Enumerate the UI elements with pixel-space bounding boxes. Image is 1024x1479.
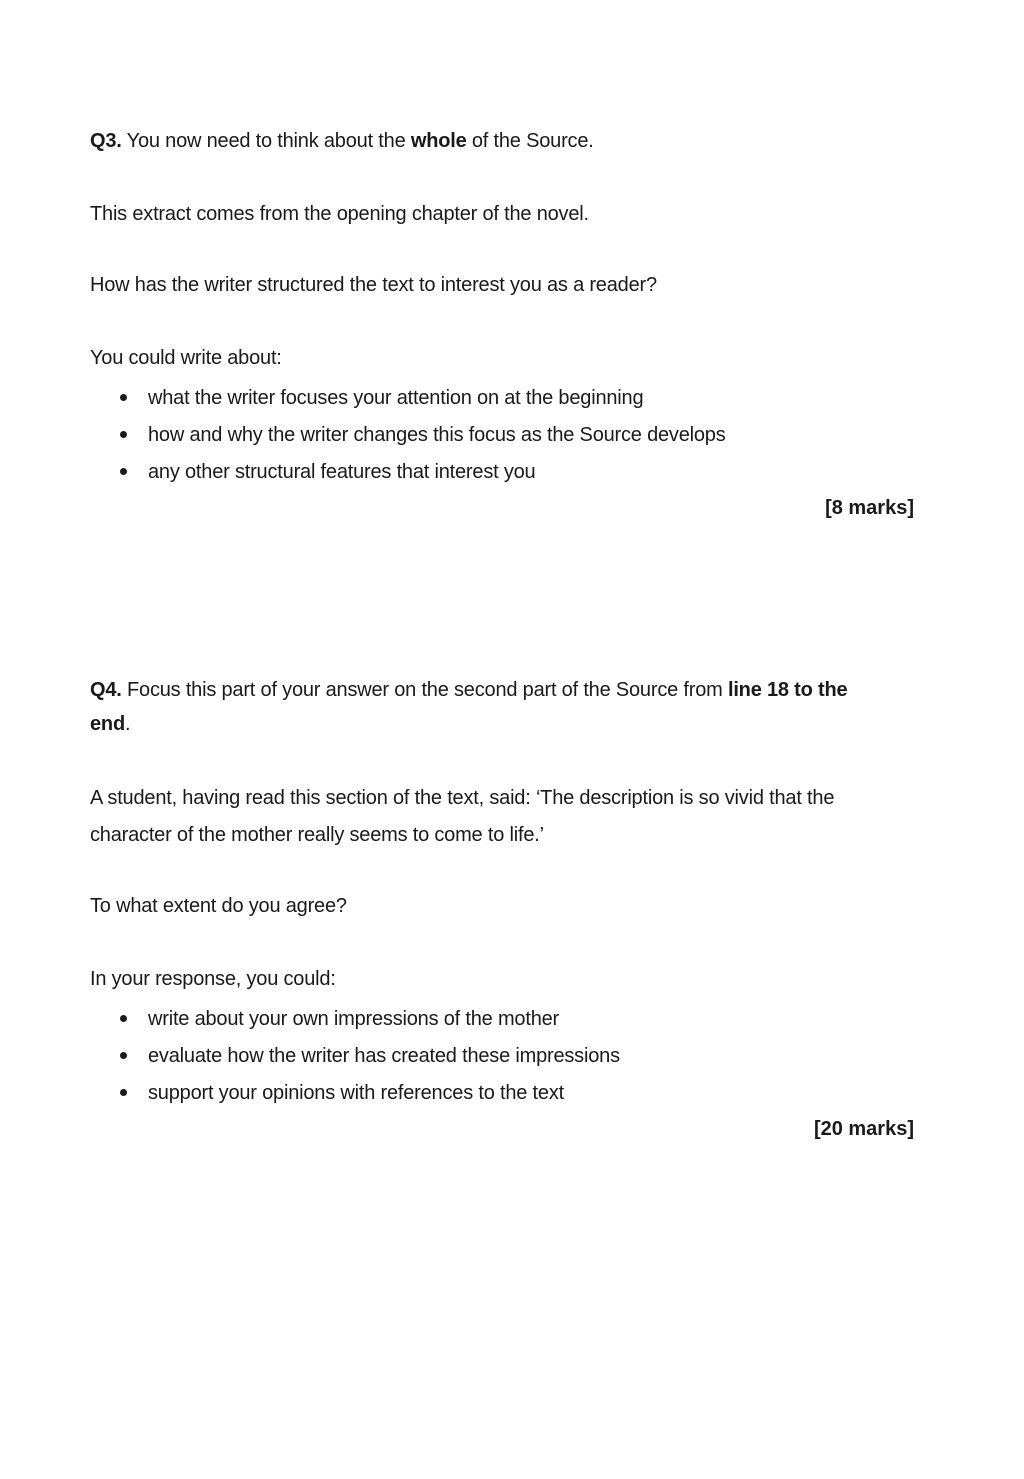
q3-intro-after: of the Source. [466, 130, 594, 152]
q4-marks: [20 marks] [813, 1118, 914, 1140]
q3-bullet-dot-3 [120, 468, 127, 475]
q3-prompt: You could write about: [90, 347, 282, 369]
q3-intro [90, 127, 594, 155]
q3-bullet-dot-2 [120, 431, 127, 438]
q4-number: Q4. [90, 679, 122, 701]
q3-marks: [8 marks] [825, 497, 914, 519]
q3-bullet-1: what the writer focuses your attention on at the beginning [148, 387, 644, 409]
q4-intro-cont [90, 710, 130, 738]
q3-number: Q3. [90, 130, 122, 152]
q4-bullet-2: evaluate how the writer has created these impressions [148, 1045, 620, 1067]
q4-bullet-3: support your opinions with references to the text [148, 1082, 564, 1104]
q4-prompt: In your response, you could: [90, 968, 336, 990]
q3-bullet-2: how and why the writer changes this focus as the Source develops [148, 424, 726, 446]
q4-bullet-dot-1 [120, 1015, 127, 1022]
q3-intro-before: You now need to think about the [126, 130, 411, 152]
q3-bullet-3: any other structural features that interest you [148, 461, 536, 483]
q4-bullet-dot-2 [120, 1052, 127, 1059]
q4-quote-line-1: A student, having read this section of the text, said: ‘The description is so vivid that the [90, 787, 835, 809]
q4-question: To what extent do you agree? [90, 895, 347, 917]
q3-question: How has the writer structured the text to interest you as a reader? [90, 274, 657, 296]
q4-bullet-1: write about your own impressions of the mother [148, 1008, 559, 1030]
q3-bullet-dot-1 [120, 394, 127, 401]
q4-intro-after: . [124, 713, 131, 735]
q4-quote-line-2: character of the mother really seems to come to life.’ [90, 824, 544, 846]
q3-intro-bold: whole [410, 130, 467, 152]
q4-intro-before: Focus this part of your answer on the second part of the Source from [127, 679, 728, 701]
q4-intro-bold: line 18 to the [727, 679, 848, 701]
q4-intro-bold-2: end [90, 713, 125, 735]
q3-context: This extract comes from the opening chapter of the novel. [90, 203, 589, 225]
q4-bullet-dot-3 [120, 1089, 127, 1096]
q4-intro [90, 676, 847, 704]
